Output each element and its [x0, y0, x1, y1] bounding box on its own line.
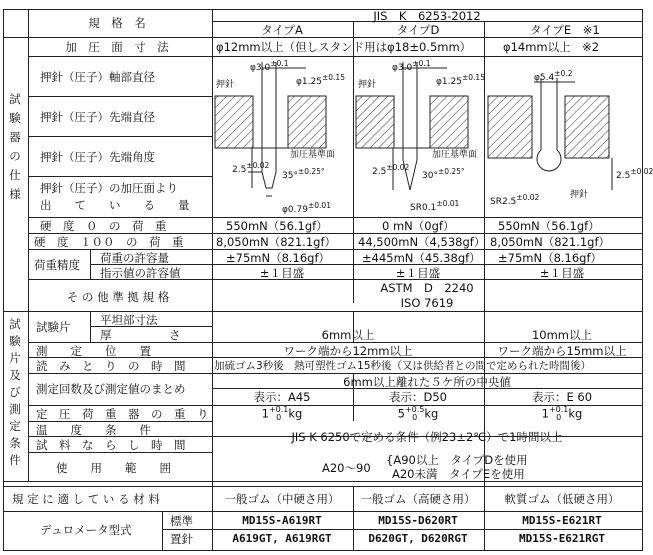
pressure-face-label: 加 圧 面 寸 法	[65, 40, 169, 54]
pressure-face-ad: φ12mm以上（但しスタンド用はφ18±0.5mm）	[216, 40, 472, 54]
load-tolerance-d: ±445mN（45.38gf）	[362, 251, 481, 265]
hundred-load-label: 硬 度 １００ の 荷 重	[34, 235, 184, 249]
hundred-load-d: 44,500mN（4,538gf）	[358, 235, 486, 249]
model-stand-label: 置針	[170, 532, 193, 546]
a-len-label: $2.5^{\pm 0.02}$	[232, 161, 270, 175]
usage-line2: A20未満 タイプEを使用	[392, 467, 525, 481]
a-needle-label: 押針	[216, 80, 235, 90]
a-reference-label: 加圧基準面	[290, 150, 336, 160]
d-len-label: $2.5^{\pm 0.02}$	[372, 163, 410, 177]
measure-count-label: 測定回数及び測定値のまとめ	[36, 382, 186, 396]
e-dia-label: $\varphi 5.4^{\pm 0.2}$	[534, 69, 573, 83]
a-dia-label: $\varphi 3.0^{\pm 0.1}$	[250, 59, 289, 73]
type-a-header: タイプA	[261, 23, 303, 37]
type-e-indenter-drawing	[488, 78, 612, 190]
d-reference-label: 加圧基準面	[432, 150, 478, 160]
pressure-face-e: φ14mm以上 ※2	[503, 40, 600, 54]
model-a-standard: MD15S-A619RT	[242, 514, 322, 527]
hundred-load-a: 8,050mN（821.1gf）	[216, 235, 336, 249]
model-d-standard: MD15S-D620RT	[378, 514, 458, 527]
indicator-tolerance-a: ±１目盛	[259, 266, 305, 280]
display-d: 表示：D50	[389, 390, 447, 404]
e-len-label: $2.5^{\pm 0.02}$	[616, 167, 653, 181]
indicator-tolerance-e: ±１目盛	[539, 266, 585, 280]
materials-label: 規 定 に 適 し て い る 材 料	[12, 492, 160, 506]
standard-header: JIS K 6253-2012	[373, 9, 481, 23]
other-standards-iso: ISO 7619	[400, 296, 454, 310]
load-accuracy-label: 荷重精度	[34, 258, 80, 272]
e-needle-label: 押針	[570, 190, 589, 200]
specimen-thickness-e: 10mm以上	[531, 328, 593, 342]
d-angle-label: 30°$^{\pm 0.25^\circ}$	[422, 167, 465, 181]
tip-diameter-label: 押針（圧子）先端直径	[40, 110, 155, 124]
weight-label: 定 圧 荷 重 器 の 重 り	[36, 407, 209, 421]
load-tolerance-label: 荷重の許容量	[100, 251, 169, 265]
indicator-tolerance-d: ±１目盛	[395, 266, 441, 280]
specimen-thickness-ad: 6mm以上	[321, 328, 375, 342]
indicator-tolerance-label: 指示値の許容値	[100, 266, 181, 280]
reading-time-label: 読 み と り の 時 間	[36, 359, 186, 373]
temperature-label: 温 度 条 件	[36, 423, 151, 437]
a-end-label: $\varphi 0.79^{\pm 0.01}$	[282, 201, 331, 215]
specimen-label: 試験片	[36, 320, 71, 334]
weight-d: 5+0.5 0 kg	[397, 405, 439, 422]
type-d-header: タイプD	[396, 23, 440, 37]
hundred-load-e: 8,050mN（821.1gf）	[490, 235, 610, 249]
materials-d: 一般ゴム（高硬さ用）	[360, 492, 476, 506]
other-standards-label: そ の 他 準 拠 規 格	[66, 290, 170, 304]
materials-a: 一般ゴム（中硬さ用）	[224, 492, 340, 506]
model-e-standard: MD15S-E621RT	[522, 514, 602, 527]
measure-count-value: 6mm以上離れた５ケ所の中央値	[343, 375, 511, 389]
position-ad: ワーク端から12mm以上	[283, 344, 413, 358]
e-radius-label: $SR2.5^{\pm 0.02}$	[490, 193, 540, 207]
side-label-test-conditions: 試験片及び測定条件	[9, 317, 21, 467]
load-tolerance-e: ±75mN（8.16gf）	[498, 251, 603, 265]
zero-load-e: 550mN（56.1gf）	[498, 219, 600, 233]
type-e-header: タイプE ※1	[530, 23, 600, 37]
a-angle-label: 35°$^{\pm 0.25^\circ}$	[282, 167, 325, 181]
protrusion-label-1: 押針（圧子）の加圧面より	[40, 181, 178, 195]
weight-e: 1+0.1 0 kg	[541, 405, 583, 422]
tip-angle-label: 押針（圧子）先端角度	[40, 150, 155, 164]
usage-line1: {A90以上 タイプDを使用	[386, 453, 528, 467]
load-tolerance-a: ±75mN（8.16gf）	[226, 251, 331, 265]
d-tip-label: $\varphi 1.25^{\pm 0.15}$	[436, 73, 485, 87]
specimen-flat-label: 平坦部寸法	[100, 313, 158, 327]
spec-name-header: 規 格 名	[88, 16, 146, 30]
protrusion-label-2: 出 て い る 量	[40, 198, 190, 212]
position-label: 測 定 位 置	[36, 344, 151, 358]
specimen-thickness-label: 厚 さ	[100, 328, 181, 342]
model-label: デュロメータ型式	[40, 523, 132, 537]
shaft-diameter-label: 押針（圧子）軸部直径	[40, 70, 155, 84]
temperature-value: JIS K 6250で定める条件（例23±2℃）で1時間以上	[291, 430, 563, 444]
display-e: 表示：E 60	[531, 390, 593, 404]
zero-load-label: 硬 度 ０ の 荷 重	[40, 219, 167, 233]
model-e-stand: MD15S-E621RGT	[518, 532, 606, 545]
materials-e: 軟質ゴム（低硬さ用）	[504, 492, 620, 506]
display-a: 表示：A45	[253, 390, 311, 404]
reading-time-value: 加硫ゴム3秒後 熱可塑性ゴム15秒後（又は供給者との間で定められた時間後）	[214, 360, 592, 372]
zero-load-d: 0 mN（0gf）	[382, 219, 455, 233]
position-e: ワーク端から15mm以上	[497, 344, 627, 358]
model-d-stand: D620GT, D620RGT	[368, 532, 468, 545]
conditioning-label: 試 料 な ら し 時 間	[36, 438, 186, 452]
model-a-stand: A619GT, A619RGT	[232, 532, 332, 545]
d-radius-label: $SR0.1^{\pm 0.01}$	[410, 199, 460, 213]
weight-a: 1+0.1 0 kg	[261, 405, 303, 422]
d-dia-label: $\varphi 3.0^{\pm 0.1}$	[392, 59, 431, 73]
usage-range: A20～90	[322, 461, 371, 475]
d-needle-label: 押針	[358, 80, 377, 90]
side-label-tester: 試験器の仕様	[9, 92, 21, 201]
other-standards-astm: ASTM D 2240	[380, 281, 474, 295]
zero-load-a: 550mN（56.1gf）	[226, 219, 328, 233]
model-standard-label: 標準	[170, 514, 193, 528]
usage-label: 使 用 範 囲	[56, 461, 171, 475]
a-tip-label: $\varphi 1.25^{\pm 0.15}$	[296, 73, 345, 87]
